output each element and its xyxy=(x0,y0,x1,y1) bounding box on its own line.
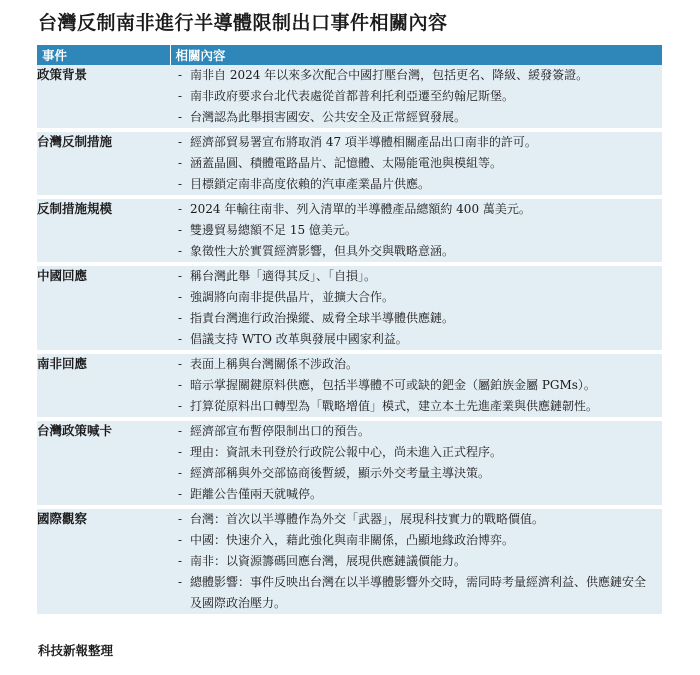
list-item xyxy=(170,421,662,442)
row-category: 台灣政策喊卡 xyxy=(37,421,170,505)
list-item-text: 指責台灣進行政治操縱、威脅全球半導體供應鏈。 xyxy=(190,311,455,325)
row-category: 國際觀察 xyxy=(37,509,170,614)
table-row xyxy=(37,354,662,417)
row-category: 反制措施規模 xyxy=(37,199,170,262)
source-note: 科技新報整理 xyxy=(38,643,114,658)
list-item xyxy=(170,442,662,463)
list-item-text: 表面上稱與台灣關係不涉政治。 xyxy=(190,357,359,371)
header-event: 事件 xyxy=(37,45,170,65)
dash-bullet-icon: - xyxy=(177,156,183,170)
list-item-text: 目標鎖定南非高度依賴的汽車產業晶片供應。 xyxy=(190,177,431,191)
list-item xyxy=(170,530,662,551)
list-item xyxy=(170,153,662,174)
list-item xyxy=(170,220,662,241)
dash-bullet-icon: - xyxy=(177,223,183,237)
list-item xyxy=(170,107,662,128)
list-item xyxy=(170,287,662,308)
list-item-text: 理由：資訊未刊登於行政院公報中心，尚未進入正式程序。 xyxy=(190,445,503,459)
list-item xyxy=(170,329,662,350)
table-body xyxy=(37,65,662,614)
page-title: 台灣反制南非進行半導體限制出口事件相關內容 xyxy=(38,12,448,34)
list-item xyxy=(170,199,662,220)
content-list xyxy=(170,509,662,614)
row-content xyxy=(170,266,662,350)
dash-bullet-icon: - xyxy=(177,399,183,413)
table-row xyxy=(37,509,662,614)
dash-bullet-icon: - xyxy=(177,487,183,501)
row-content xyxy=(170,199,662,262)
list-item-text: 經濟部貿易署宣布將取消 47 項半導體相關產品出口南非的許可。 xyxy=(190,135,537,149)
list-item xyxy=(170,354,662,375)
row-category: 台灣反制措施 xyxy=(37,132,170,195)
row-content xyxy=(170,65,662,128)
table-row xyxy=(37,266,662,350)
content-list xyxy=(170,266,662,350)
list-item-text: 台灣認為此舉損害國安、公共安全及正常經貿發展。 xyxy=(190,110,467,124)
content-list xyxy=(170,132,662,195)
row-category: 中國回應 xyxy=(37,266,170,350)
table-row xyxy=(37,132,662,195)
dash-bullet-icon: - xyxy=(177,466,183,480)
content-list xyxy=(170,354,662,417)
dash-bullet-icon: - xyxy=(177,290,183,304)
list-item-text: 雙邊貿易總額不足 15 億美元。 xyxy=(190,223,357,237)
list-item xyxy=(170,308,662,329)
dash-bullet-icon: - xyxy=(177,512,183,526)
dash-bullet-icon: - xyxy=(177,554,183,568)
list-item xyxy=(170,266,662,287)
list-item-text: 經濟部稱與外交部協商後暫緩，顯示外交考量主導決策。 xyxy=(190,466,491,480)
list-item-text: 2024 年輸往南非、列入清單的半導體產品總額約 400 萬美元。 xyxy=(190,202,531,216)
list-item xyxy=(170,174,662,195)
dash-bullet-icon: - xyxy=(177,378,183,392)
list-item-text: 強調將向南非提供晶片，並擴大合作。 xyxy=(190,290,395,304)
list-item-text: 倡議支持 WTO 改革與發展中國家利益。 xyxy=(190,332,408,346)
content-list xyxy=(170,65,662,128)
row-category: 政策背景 xyxy=(37,65,170,128)
event-table xyxy=(37,45,662,614)
list-item-text: 稱台灣此舉「適得其反」、「自損」。 xyxy=(190,269,377,283)
dash-bullet-icon: - xyxy=(177,135,183,149)
list-item-text: 距離公告僅兩天就喊停。 xyxy=(190,487,323,501)
row-category: 南非回應 xyxy=(37,354,170,417)
dash-bullet-icon: - xyxy=(177,202,183,216)
list-item xyxy=(170,484,662,505)
dash-bullet-icon: - xyxy=(177,89,183,103)
dash-bullet-icon: - xyxy=(177,311,183,325)
list-item-text: 南非自 2024 年以來多次配合中國打壓台灣，包括更名、降級、緩發簽證。 xyxy=(190,68,589,82)
list-item xyxy=(170,509,662,530)
dash-bullet-icon: - xyxy=(177,445,183,459)
dash-bullet-icon: - xyxy=(177,357,183,371)
list-item-text: 南非：以資源籌碼回應台灣，展現供應鏈議價能力。 xyxy=(190,554,467,568)
dash-bullet-icon: - xyxy=(177,533,183,547)
list-item xyxy=(170,86,662,107)
row-content xyxy=(170,421,662,505)
list-item-text: 南非政府要求台北代表處從首都普利托利亞遷至約翰尼斯堡。 xyxy=(190,89,515,103)
list-item xyxy=(170,572,662,614)
dash-bullet-icon: - xyxy=(177,424,183,438)
dash-bullet-icon: - xyxy=(177,575,183,589)
table-row xyxy=(37,421,662,505)
list-item-text: 台灣：首次以半導體作為外交「武器」，展現科技實力的戰略價值。 xyxy=(190,512,545,526)
dash-bullet-icon: - xyxy=(177,177,183,191)
table-row xyxy=(37,65,662,128)
list-item xyxy=(170,375,662,396)
list-item xyxy=(170,551,662,572)
dash-bullet-icon: - xyxy=(177,269,183,283)
list-item-text: 象徵性大於實質經濟影響，但具外交與戰略意涵。 xyxy=(190,244,455,258)
row-content xyxy=(170,132,662,195)
list-item xyxy=(170,241,662,262)
list-item xyxy=(170,132,662,153)
dash-bullet-icon: - xyxy=(177,332,183,346)
dash-bullet-icon: - xyxy=(177,110,183,124)
list-item-text: 總體影響：事件反映出台灣在以半導體影響外交時，需同時考量經濟利益、供應鏈安全及國際政治壓力。 xyxy=(190,575,647,610)
row-content xyxy=(170,354,662,417)
list-item-text: 中國：快速介入，藉此強化與南非關係，凸顯地緣政治博弈。 xyxy=(190,533,515,547)
content-list xyxy=(170,199,662,262)
table-row xyxy=(37,199,662,262)
list-item xyxy=(170,65,662,86)
content-list xyxy=(170,421,662,505)
dash-bullet-icon: - xyxy=(177,68,183,82)
row-content xyxy=(170,509,662,614)
header-content: 相關內容 xyxy=(170,45,662,65)
list-item-text: 暗示掌握關鍵原料供應，包括半導體不可或缺的鈀金（屬鉑族金屬 PGMs）。 xyxy=(190,378,596,392)
list-item xyxy=(170,396,662,417)
list-item-text: 經濟部宣布暫停限制出口的預告。 xyxy=(190,424,371,438)
list-item-text: 涵蓋晶圓、積體電路晶片、記憶體、太陽能電池與模組等。 xyxy=(190,156,503,170)
table-header-row xyxy=(37,45,662,65)
dash-bullet-icon: - xyxy=(177,244,183,258)
list-item-text: 打算從原料出口轉型為「戰略增值」模式，建立本土先進產業與供應鏈韌性。 xyxy=(190,399,599,413)
list-item xyxy=(170,463,662,484)
